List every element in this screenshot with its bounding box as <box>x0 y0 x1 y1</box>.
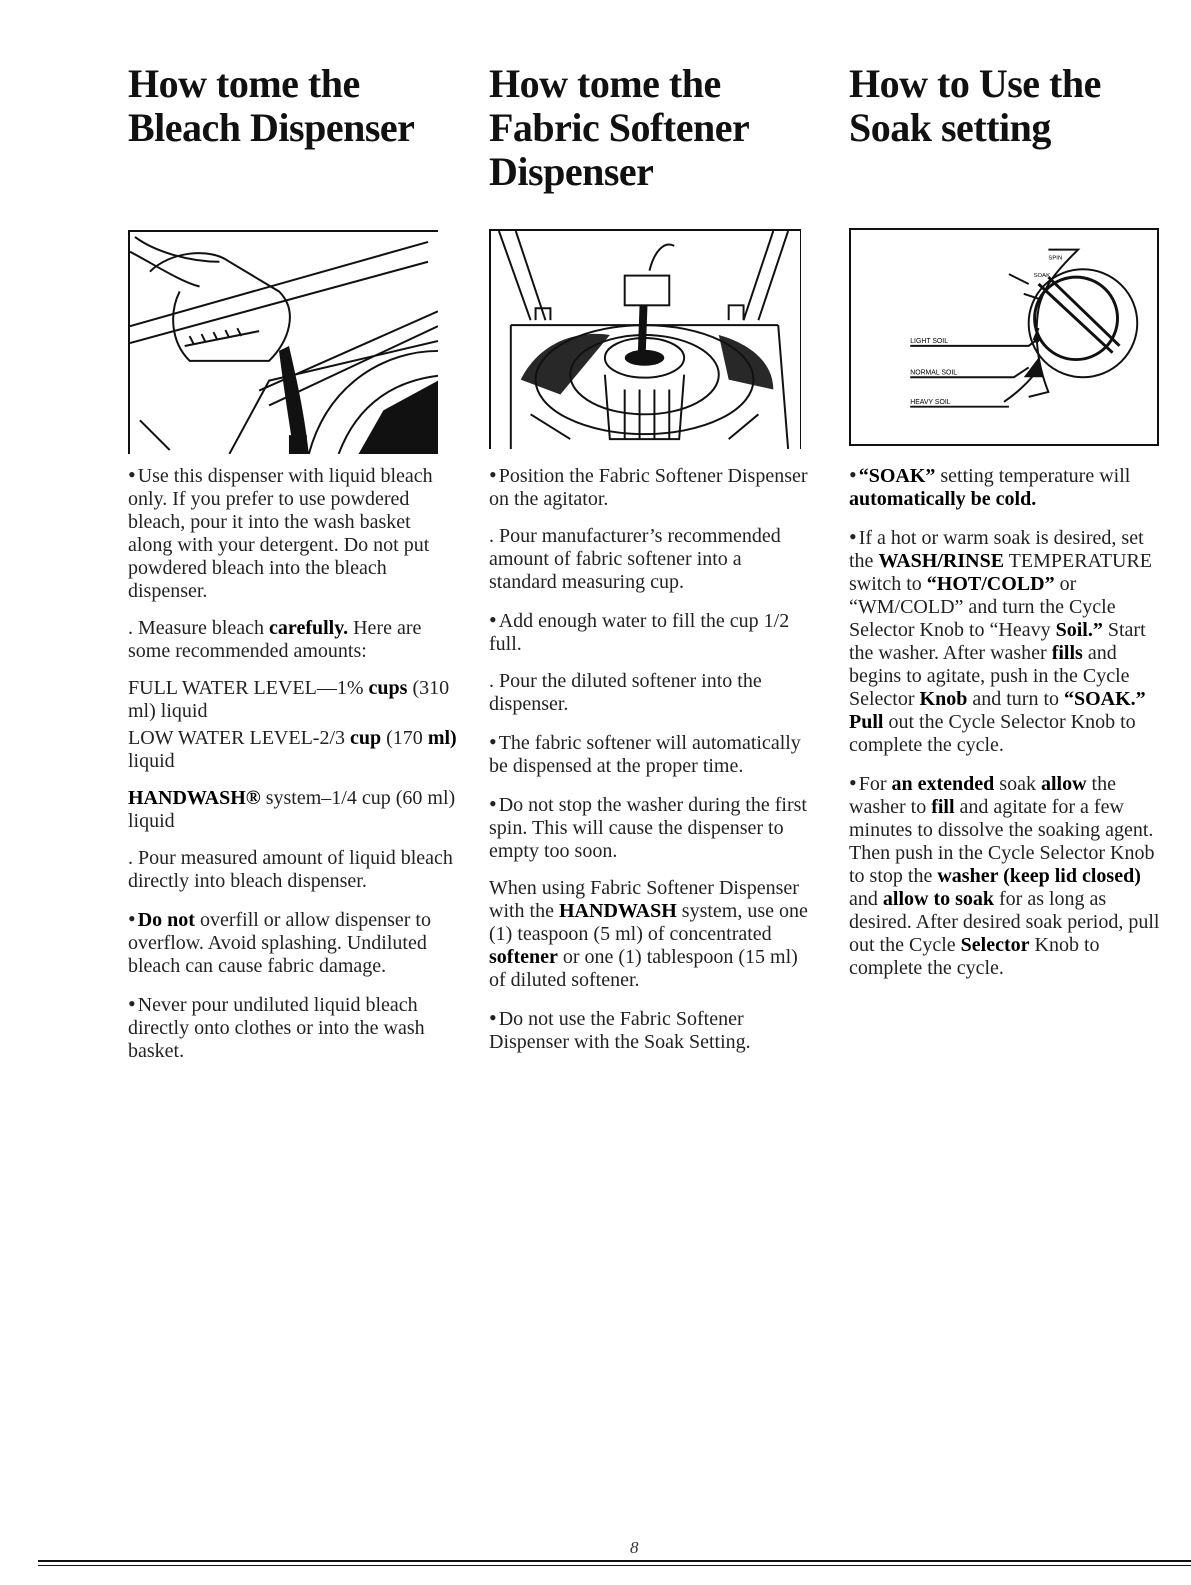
dial-label-heavy-soil: HEAVY SOIL <box>910 398 951 406</box>
agitator-drawing <box>491 231 800 449</box>
text-run: TEMPERATURE switch to <box>849 550 1153 595</box>
paragraph <box>849 525 1164 757</box>
text-run: Never pour undiluted liquid bleach directly onto clothes or into the wash basket. <box>128 994 425 1062</box>
text-run: (310 ml) liquid <box>128 677 450 722</box>
text-run: or “WM/COLD” and turn the Cycle Selector Knob to “Heavy <box>849 573 1116 641</box>
emphasis-text: fills <box>1051 642 1083 664</box>
dial-label-soak: SOAK <box>1033 273 1051 280</box>
text-run: system–1/4 cup (60 ml) liquid <box>128 787 456 832</box>
text-run: Start the washer. After washer <box>849 619 1146 664</box>
bottom-rule <box>38 1560 1191 1562</box>
heading-bleach-dispenser: How tome the Bleach Dispenser <box>128 61 415 150</box>
emphasis-text: HANDWASH <box>559 900 677 922</box>
paragraph <box>489 730 809 778</box>
bleach-instructions <box>128 463 458 1077</box>
text-run: setting temperature will <box>935 465 1131 487</box>
paragraph <box>489 877 809 992</box>
emphasis-text: cup <box>350 727 382 749</box>
text-run: liquid <box>128 750 175 772</box>
paragraph <box>489 670 809 716</box>
emphasis-text: “SOAK.” Pull <box>849 688 1146 733</box>
emphasis-text: “SOAK” <box>858 465 936 487</box>
paragraph <box>128 727 458 773</box>
text-run: . Pour manufacturer’s recommended amount of fabric softener into a standard measuring cup. <box>489 525 781 593</box>
emphasis-text: an extended <box>891 773 995 795</box>
text-run: the washer to <box>849 773 1116 818</box>
text-run: and agitate for a few minutes to dissolve the soaking agent. Then push in the Cycle Selector Knob to stop the <box>849 796 1155 887</box>
illustration-cycle-selector-dial <box>849 228 1159 446</box>
paragraph <box>489 1006 809 1054</box>
text-run: Add enough water to fill the cup 1/2 full. <box>489 610 790 655</box>
paragraph <box>128 787 458 833</box>
emphasis-text: ml) <box>427 727 457 749</box>
paragraph <box>489 463 809 511</box>
emphasis-text: allow to soak <box>882 888 995 910</box>
emphasis-text: cups <box>368 677 408 699</box>
emphasis-text: Knob <box>919 688 968 710</box>
emphasis-text: Do not <box>137 909 195 931</box>
paragraph <box>128 847 458 893</box>
emphasis-text: Soil.” <box>1055 619 1103 641</box>
paragraph <box>489 525 809 594</box>
text-run: LOW WATER LEVEL-2/3 <box>128 727 351 749</box>
emphasis-text: softener <box>489 946 558 968</box>
text-run: for as long as desired. After desired soak period, pull out the Cycle <box>849 888 1160 956</box>
text-run: If a hot or warm soak is desired, set the <box>849 527 1144 572</box>
text-run: . Pour the diluted softener into the dispenser. <box>489 670 762 715</box>
illustration-pouring-bleach <box>128 230 438 454</box>
dial-label-normal-soil: NORMAL SOIL <box>910 369 958 377</box>
text-run: and begins to agitate, push in the Cycle Selector <box>849 642 1130 710</box>
paragraph <box>489 792 809 863</box>
heading-fabric-softener-dispenser: How tome the Fabric Softener Dispenser <box>489 61 750 194</box>
paragraph <box>128 907 458 978</box>
emphasis-text: washer (keep lid closed) <box>937 865 1141 887</box>
text-run: . Pour measured amount of liquid bleach directly into bleach dispenser. <box>128 847 453 892</box>
page-number: 8 <box>630 1538 639 1557</box>
emphasis-text: allow <box>1040 773 1087 795</box>
text-run: When using Fabric Softener Dispenser with the <box>489 877 799 922</box>
text-run: The fabric softener will automatically be dispensed at the proper time. <box>489 732 801 777</box>
emphasis-text: Selector <box>960 934 1030 956</box>
text-run: or one (1) tablespoon (15 ml) of diluted softener. <box>489 946 798 991</box>
text-run: overfill or allow dispenser to overflow. Avoid splashing. Undiluted bleach can cause fabric damage. <box>128 909 431 977</box>
emphasis-text: carefully. <box>269 617 349 639</box>
soak-instructions <box>849 463 1164 994</box>
paragraph <box>128 617 458 663</box>
dial-label-spin: SPIN <box>1048 255 1063 262</box>
text-run: and turn to <box>967 688 1064 710</box>
emphasis-text: automatically be cold. <box>849 488 1037 510</box>
text-run: Do not use the Fabric Softener Dispenser with the Soak Setting. <box>489 1008 751 1053</box>
text-run: Use this dispenser with liquid bleach only. If you prefer to use powdered bleach, pour it into the wash basket along with your detergent. Do not put powdered bleach into the bleach dispenser. <box>128 465 433 602</box>
bleach-pour-drawing <box>130 232 438 454</box>
paragraph <box>128 463 458 603</box>
paragraph <box>128 992 458 1063</box>
text-run: and <box>849 888 883 910</box>
emphasis-text: fill <box>931 796 955 818</box>
text-run: FULL WATER LEVEL—1% <box>128 677 369 699</box>
text-run: out the Cycle Selector Knob to complete the cycle. <box>849 711 1136 756</box>
illustration-fabric-softener-agitator <box>489 229 801 449</box>
text-run: Position the Fabric Softener Dispenser on the agitator. <box>489 465 808 510</box>
emphasis-text: HANDWASH® <box>128 787 261 809</box>
paragraph <box>849 771 1164 980</box>
cycle-dial-drawing <box>851 230 1157 444</box>
text-run: For <box>858 773 892 795</box>
text-run: soak <box>994 773 1041 795</box>
fabric-softener-instructions <box>489 463 809 1068</box>
dial-label-light-soil: LIGHT SOIL <box>910 337 949 345</box>
emphasis-text: “HOT/COLD” <box>926 573 1055 595</box>
heading-soak-setting: How to Use the Soak setting <box>849 61 1101 150</box>
text-run: Here are some recommended amounts: <box>128 617 422 662</box>
text-run: Do not stop the washer during the first spin. This will cause the dispenser to empty too soon. <box>489 794 807 862</box>
bottom-rule-thin <box>38 1565 1191 1566</box>
text-run: . Measure bleach <box>128 617 270 639</box>
paragraph <box>128 677 458 723</box>
text-run: Knob to complete the cycle. <box>849 934 1100 979</box>
emphasis-text: WASH/RINSE <box>878 550 1005 572</box>
text-run: (170 <box>381 727 428 749</box>
paragraph <box>849 463 1164 511</box>
text-run: system, use one (1) teaspoon (5 ml) of concentrated <box>489 900 808 945</box>
paragraph <box>489 608 809 656</box>
